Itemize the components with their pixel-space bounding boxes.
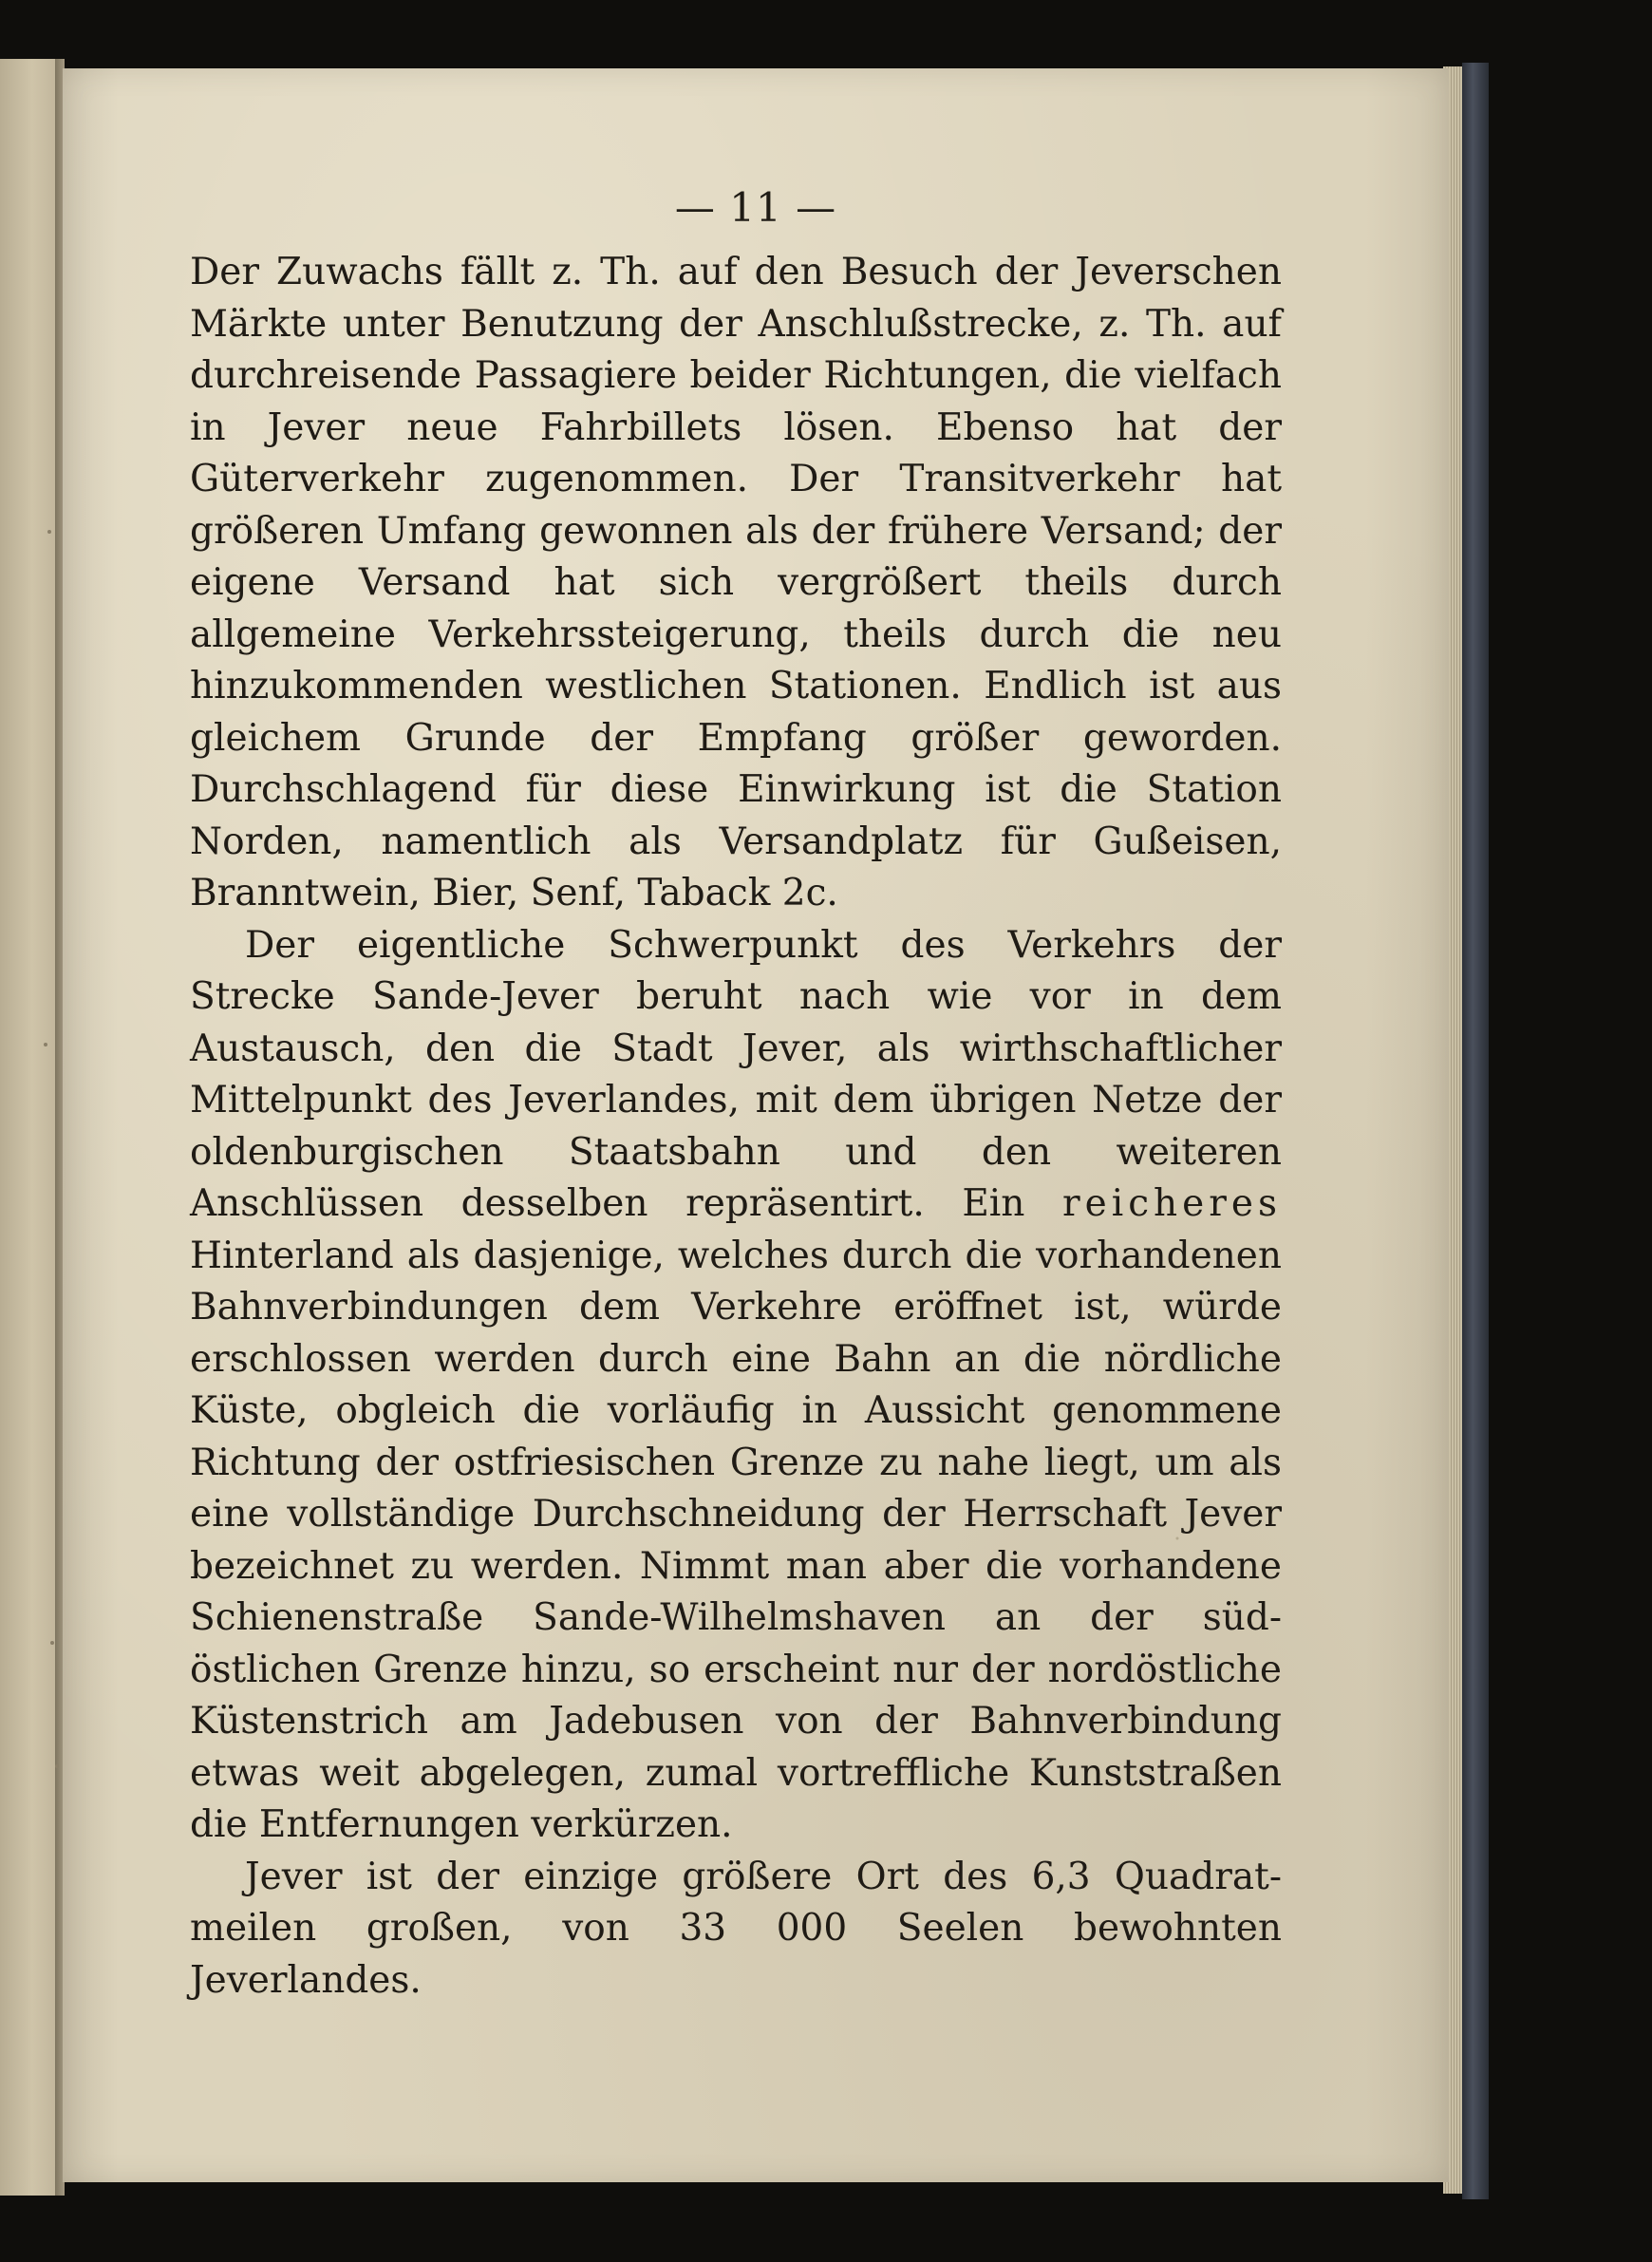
emphasized-word: reicheres — [1062, 1182, 1282, 1225]
paragraph-3 — [190, 1852, 1282, 2008]
paragraph-3-text: Jever ist der einzige größere Ort des 6,3 Quadratmeilen großen, von 33 000 Seelen bewohnten Jeverlandes. — [190, 1855, 1282, 2002]
book-page — [63, 68, 1449, 2182]
paragraph-2-text-start: Der eigentliche Schwerpunkt des Verkehrs der Strecke Sande-Jever beruht nach wie vor in dem Austausch, den die Stadt Jever, als wirthschaftlicher Mittelpunkt des Jeverlandes, mit dem übrigen Netze der oldenburgischen Staatsbahn und den weiteren Anschlüssen desselben repräsentirt. Ein — [190, 923, 1282, 1225]
book-cover-edge — [1462, 63, 1489, 2199]
paragraph-1 — [190, 247, 1282, 920]
paragraph-1-text: Der Zuwachs fällt z. Th. auf den Besuch der Jeverschen Märkte unter Benutzung der Anschlußstrecke, z. Th. auf durchreisende Passagiere beider Richtungen, die vielfach in Jever neue Fahrbillets lösen. Ebenso hat der Güterverkehr zugenommen. Der Transitverkehr hat größeren Umfang gewonnen als der frühere Versand; der eigene Versand hat sich vergrößert theils durch allgemeine Verkehrssteigerung, theils durch die neu hinzukommenden westlichen Stationen. Endlich ist aus gleichem Grunde der Empfang größer geworden. Durchschlagend für diese Einwirkung ist die Station Norden, namentlich als Versandplatz für Gußeisen, Branntwein, Bier, Senf, Taback 2c. — [190, 251, 1282, 914]
left-page-edge — [0, 59, 59, 2196]
paragraph-2-text-end: Hinterland als dasjenige, welches durch die vorhandenen Bahnverbindungen dem Verkehre eröffnet ist, würde erschlossen werden durch eine Bahn an die nördliche Küste, obgleich die vorläufig in Aussicht genommene Richtung der ostfriesischen Grenze zu nahe liegt, um als eine vollständige Durchschneidung der Herrschaft Jever bezeichnet zu werden. Nimmt man aber die vorhandene Schienenstraße Sande-Wilhelmshaven an der südöstlichen Grenze hinzu, so erscheint nur der nordöstliche Küstenstrich am Jadebusen von der Bahnverbindung etwas weit abgelegen, zumal vortreffliche Kunststraßen die Entfernungen verkürzen. — [190, 1234, 1282, 1846]
body-text — [190, 247, 1282, 2007]
paragraph-2 — [190, 920, 1282, 1852]
page-number: — 11 — — [674, 184, 837, 231]
